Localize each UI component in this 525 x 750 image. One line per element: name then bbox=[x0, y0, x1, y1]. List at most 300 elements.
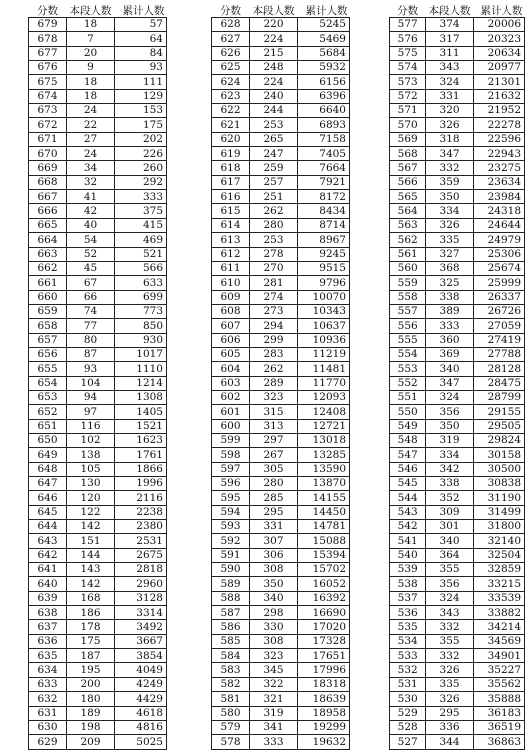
table-row bbox=[390, 591, 525, 605]
table-row bbox=[390, 333, 525, 347]
segment-count-cell: 116 bbox=[67, 419, 115, 433]
score-table-middle bbox=[211, 5, 350, 750]
table-row bbox=[212, 520, 350, 534]
segment-count-cell: 313 bbox=[250, 419, 298, 433]
segment-count-cell: 180 bbox=[67, 692, 115, 706]
score-cell: 562 bbox=[390, 233, 426, 247]
cumulative-count-cell: 34569 bbox=[473, 634, 524, 648]
table-row bbox=[390, 46, 525, 60]
table-row bbox=[390, 606, 525, 620]
score-cell: 657 bbox=[29, 333, 67, 347]
segment-count-cell: 34 bbox=[67, 161, 115, 175]
cumulative-count-cell: 1996 bbox=[115, 477, 167, 491]
table-row bbox=[390, 505, 525, 519]
segment-count-cell: 142 bbox=[67, 520, 115, 534]
segment-count-cell: 330 bbox=[250, 620, 298, 634]
table-row bbox=[29, 505, 167, 519]
cumulative-count-cell: 175 bbox=[115, 118, 167, 132]
score-cell: 558 bbox=[390, 290, 426, 304]
table-row bbox=[29, 433, 167, 447]
table-row bbox=[212, 204, 350, 218]
score-cell: 646 bbox=[29, 491, 67, 505]
cumulative-count-cell: 13590 bbox=[298, 462, 350, 476]
score-cell: 629 bbox=[29, 735, 67, 749]
score-cell: 615 bbox=[212, 204, 250, 218]
table-row bbox=[29, 46, 167, 60]
cumulative-count-cell: 25999 bbox=[473, 276, 524, 290]
segment-count-cell: 278 bbox=[250, 247, 298, 261]
cumulative-count-cell: 12093 bbox=[298, 390, 350, 404]
score-cell: 601 bbox=[212, 405, 250, 419]
table-row bbox=[212, 706, 350, 720]
cumulative-count-cell: 8714 bbox=[298, 218, 350, 232]
table-row bbox=[212, 161, 350, 175]
cumulative-count-cell: 20323 bbox=[473, 32, 524, 46]
segment-count-cell: 344 bbox=[426, 735, 473, 749]
score-cell: 612 bbox=[212, 247, 250, 261]
score-cell: 606 bbox=[212, 333, 250, 347]
table-row bbox=[29, 649, 167, 663]
cumulative-count-cell: 8434 bbox=[298, 204, 350, 218]
cumulative-count-cell: 2960 bbox=[115, 577, 167, 591]
cumulative-count-cell: 2238 bbox=[115, 505, 167, 519]
score-cell: 563 bbox=[390, 218, 426, 232]
score-cell: 577 bbox=[390, 18, 426, 32]
segment-count-cell: 200 bbox=[67, 677, 115, 691]
table-row bbox=[390, 634, 525, 648]
cumulative-count-cell: 930 bbox=[115, 333, 167, 347]
cumulative-count-cell: 57 bbox=[115, 18, 167, 32]
segment-count-cell: 189 bbox=[67, 706, 115, 720]
cumulative-count-cell: 22278 bbox=[473, 118, 524, 132]
segment-count-cell: 352 bbox=[426, 491, 473, 505]
score-table-left bbox=[28, 5, 167, 750]
cumulative-count-cell: 2380 bbox=[115, 520, 167, 534]
table-row bbox=[390, 347, 525, 361]
cumulative-count-cell: 32504 bbox=[473, 548, 524, 562]
score-cell: 628 bbox=[212, 18, 250, 32]
score-cell: 639 bbox=[29, 591, 67, 605]
table-row bbox=[29, 720, 167, 734]
score-cell: 529 bbox=[390, 706, 426, 720]
segment-count-cell: 326 bbox=[426, 218, 473, 232]
segment-count-cell: 257 bbox=[250, 175, 298, 189]
cumulative-count-cell: 5245 bbox=[298, 18, 350, 32]
segment-count-cell: 332 bbox=[426, 161, 473, 175]
segment-count-cell: 248 bbox=[250, 61, 298, 75]
table-row bbox=[29, 147, 167, 161]
cumulative-count-cell: 36183 bbox=[473, 706, 524, 720]
cumulative-count-cell: 12721 bbox=[298, 419, 350, 433]
cumulative-count-cell: 34214 bbox=[473, 620, 524, 634]
cumulative-count-cell: 20634 bbox=[473, 46, 524, 60]
score-cell: 634 bbox=[29, 663, 67, 677]
score-cell: 604 bbox=[212, 362, 250, 376]
score-cell: 609 bbox=[212, 290, 250, 304]
cumulative-count-cell: 24318 bbox=[473, 204, 524, 218]
header-segment-count: 本段人数 bbox=[252, 4, 295, 17]
segment-count-cell: 324 bbox=[426, 390, 473, 404]
segment-count-cell: 253 bbox=[250, 118, 298, 132]
segment-count-cell: 295 bbox=[250, 505, 298, 519]
segment-count-cell: 325 bbox=[426, 276, 473, 290]
cumulative-count-cell: 292 bbox=[115, 175, 167, 189]
segment-count-cell: 262 bbox=[250, 362, 298, 376]
table-row bbox=[212, 304, 350, 318]
segment-count-cell: 319 bbox=[250, 706, 298, 720]
segment-count-cell: 247 bbox=[250, 147, 298, 161]
cumulative-count-cell: 333 bbox=[115, 190, 167, 204]
score-cell: 661 bbox=[29, 276, 67, 290]
table-row bbox=[390, 261, 525, 275]
table-row bbox=[212, 462, 350, 476]
score-cell: 618 bbox=[212, 161, 250, 175]
score-cell: 635 bbox=[29, 649, 67, 663]
score-cell: 531 bbox=[390, 677, 426, 691]
score-cell: 599 bbox=[212, 433, 250, 447]
table-row bbox=[29, 61, 167, 75]
segment-count-cell: 130 bbox=[67, 477, 115, 491]
segment-count-cell: 355 bbox=[426, 634, 473, 648]
table-row bbox=[212, 75, 350, 89]
table-row bbox=[390, 247, 525, 261]
table-row bbox=[212, 491, 350, 505]
table-row bbox=[390, 190, 525, 204]
score-cell: 527 bbox=[390, 735, 426, 749]
header-cumulative-count: 累计人数 bbox=[480, 4, 523, 17]
cumulative-count-cell: 36863 bbox=[473, 735, 524, 749]
table-row bbox=[212, 61, 350, 75]
table-row bbox=[29, 477, 167, 491]
score-cell: 544 bbox=[390, 491, 426, 505]
score-cell: 590 bbox=[212, 563, 250, 577]
table-row bbox=[390, 218, 525, 232]
table-row bbox=[212, 591, 350, 605]
segment-count-cell: 244 bbox=[250, 104, 298, 118]
segment-count-cell: 224 bbox=[250, 32, 298, 46]
score-cell: 656 bbox=[29, 347, 67, 361]
table-row bbox=[212, 448, 350, 462]
cumulative-count-cell: 34901 bbox=[473, 649, 524, 663]
cumulative-count-cell: 111 bbox=[115, 75, 167, 89]
cumulative-count-cell: 17020 bbox=[298, 620, 350, 634]
header-cumulative-count: 累计人数 bbox=[305, 4, 348, 17]
score-cell: 528 bbox=[390, 720, 426, 734]
table-row bbox=[390, 419, 525, 433]
cumulative-count-cell: 20006 bbox=[473, 18, 524, 32]
cumulative-count-cell: 84 bbox=[115, 46, 167, 60]
segment-count-cell: 104 bbox=[67, 376, 115, 390]
score-cell: 542 bbox=[390, 520, 426, 534]
table-row bbox=[212, 46, 350, 60]
cumulative-count-cell: 21632 bbox=[473, 89, 524, 103]
score-cell: 607 bbox=[212, 319, 250, 333]
table-row bbox=[390, 477, 525, 491]
segment-count-cell: 364 bbox=[426, 548, 473, 562]
table-row bbox=[212, 247, 350, 261]
score-cell: 638 bbox=[29, 606, 67, 620]
segment-count-cell: 18 bbox=[67, 89, 115, 103]
segment-count-cell: 97 bbox=[67, 405, 115, 419]
table-row bbox=[29, 347, 167, 361]
cumulative-count-cell: 93 bbox=[115, 61, 167, 75]
table-row bbox=[390, 735, 525, 749]
score-cell: 555 bbox=[390, 333, 426, 347]
segment-count-cell: 80 bbox=[67, 333, 115, 347]
score-cell: 675 bbox=[29, 75, 67, 89]
cumulative-count-cell: 4816 bbox=[115, 720, 167, 734]
table-row bbox=[212, 319, 350, 333]
cumulative-count-cell: 15702 bbox=[298, 563, 350, 577]
cumulative-count-cell: 32140 bbox=[473, 534, 524, 548]
score-cell: 593 bbox=[212, 520, 250, 534]
score-cell: 659 bbox=[29, 304, 67, 318]
table-row bbox=[390, 61, 525, 75]
score-cell: 644 bbox=[29, 520, 67, 534]
score-cell: 598 bbox=[212, 448, 250, 462]
score-cell: 579 bbox=[212, 720, 250, 734]
table-row bbox=[212, 563, 350, 577]
score-cell: 670 bbox=[29, 147, 67, 161]
score-cell: 636 bbox=[29, 634, 67, 648]
segment-count-cell: 105 bbox=[67, 462, 115, 476]
table-row bbox=[390, 448, 525, 462]
cumulative-count-cell: 35562 bbox=[473, 677, 524, 691]
score-cell: 597 bbox=[212, 462, 250, 476]
segment-count-cell: 94 bbox=[67, 390, 115, 404]
segment-count-cell: 315 bbox=[250, 405, 298, 419]
table-row bbox=[390, 563, 525, 577]
cumulative-count-cell: 21952 bbox=[473, 104, 524, 118]
cumulative-count-cell: 15394 bbox=[298, 548, 350, 562]
score-cell: 611 bbox=[212, 261, 250, 275]
table-row bbox=[390, 32, 525, 46]
table-row bbox=[212, 18, 350, 32]
score-cell: 662 bbox=[29, 261, 67, 275]
segment-count-cell: 144 bbox=[67, 548, 115, 562]
table-row bbox=[29, 32, 167, 46]
score-cell: 547 bbox=[390, 448, 426, 462]
cumulative-count-cell: 23275 bbox=[473, 161, 524, 175]
segment-count-cell: 341 bbox=[250, 720, 298, 734]
score-cell: 647 bbox=[29, 477, 67, 491]
segment-count-cell: 318 bbox=[426, 132, 473, 146]
cumulative-count-cell: 9515 bbox=[298, 261, 350, 275]
table-row bbox=[29, 634, 167, 648]
table-row bbox=[212, 175, 350, 189]
score-cell: 567 bbox=[390, 161, 426, 175]
segment-count-cell: 309 bbox=[426, 505, 473, 519]
score-cell: 658 bbox=[29, 319, 67, 333]
table-row bbox=[29, 319, 167, 333]
cumulative-count-cell: 4249 bbox=[115, 677, 167, 691]
cumulative-count-cell: 3492 bbox=[115, 620, 167, 634]
cumulative-count-cell: 19632 bbox=[298, 735, 350, 749]
cumulative-count-cell: 9245 bbox=[298, 247, 350, 261]
segment-count-cell: 122 bbox=[67, 505, 115, 519]
cumulative-count-cell: 30158 bbox=[473, 448, 524, 462]
segment-count-cell: 356 bbox=[426, 577, 473, 591]
cumulative-count-cell: 22596 bbox=[473, 132, 524, 146]
segment-count-cell: 332 bbox=[426, 649, 473, 663]
cumulative-count-cell: 5025 bbox=[115, 735, 167, 749]
segment-count-cell: 343 bbox=[426, 606, 473, 620]
score-cell: 633 bbox=[29, 677, 67, 691]
header-score: 分数 bbox=[220, 4, 241, 17]
cumulative-count-cell: 3854 bbox=[115, 649, 167, 663]
table-row bbox=[29, 534, 167, 548]
segment-count-cell: 220 bbox=[250, 18, 298, 32]
score-cell: 666 bbox=[29, 204, 67, 218]
segment-count-cell: 343 bbox=[426, 61, 473, 75]
table-row bbox=[29, 233, 167, 247]
segment-count-cell: 273 bbox=[250, 304, 298, 318]
score-cell: 621 bbox=[212, 118, 250, 132]
segment-count-cell: 323 bbox=[250, 390, 298, 404]
table-row bbox=[212, 333, 350, 347]
table-row bbox=[390, 132, 525, 146]
segment-count-cell: 66 bbox=[67, 290, 115, 304]
cumulative-count-cell: 18958 bbox=[298, 706, 350, 720]
cumulative-count-cell: 2116 bbox=[115, 491, 167, 505]
segment-count-cell: 24 bbox=[67, 104, 115, 118]
score-cell: 653 bbox=[29, 390, 67, 404]
table-row bbox=[29, 520, 167, 534]
cumulative-count-cell: 633 bbox=[115, 276, 167, 290]
segment-count-cell: 297 bbox=[250, 433, 298, 447]
segment-count-cell: 340 bbox=[426, 534, 473, 548]
table-row bbox=[29, 735, 167, 749]
score-cell: 664 bbox=[29, 233, 67, 247]
table-row bbox=[390, 405, 525, 419]
table-row bbox=[390, 304, 525, 318]
segment-count-cell: 322 bbox=[250, 677, 298, 691]
segment-count-cell: 342 bbox=[426, 462, 473, 476]
score-cell: 585 bbox=[212, 634, 250, 648]
table-row bbox=[29, 591, 167, 605]
score-cell: 533 bbox=[390, 649, 426, 663]
score-cell: 553 bbox=[390, 362, 426, 376]
table-row bbox=[29, 462, 167, 476]
cumulative-count-cell: 1308 bbox=[115, 390, 167, 404]
segment-count-cell: 209 bbox=[67, 735, 115, 749]
cumulative-count-cell: 17651 bbox=[298, 649, 350, 663]
table-row bbox=[212, 692, 350, 706]
score-cell: 623 bbox=[212, 89, 250, 103]
segment-count-cell: 327 bbox=[426, 247, 473, 261]
score-cell: 620 bbox=[212, 132, 250, 146]
cumulative-count-cell: 27788 bbox=[473, 347, 524, 361]
score-cell: 652 bbox=[29, 405, 67, 419]
table-row bbox=[212, 89, 350, 103]
score-cell: 586 bbox=[212, 620, 250, 634]
score-cell: 575 bbox=[390, 46, 426, 60]
score-cell: 574 bbox=[390, 61, 426, 75]
segment-count-cell: 345 bbox=[250, 663, 298, 677]
cumulative-count-cell: 29824 bbox=[473, 433, 524, 447]
table-row bbox=[29, 204, 167, 218]
cumulative-count-cell: 13018 bbox=[298, 433, 350, 447]
segment-count-cell: 178 bbox=[67, 620, 115, 634]
cumulative-count-cell: 1623 bbox=[115, 433, 167, 447]
table-row bbox=[212, 405, 350, 419]
score-cell: 566 bbox=[390, 175, 426, 189]
table-row bbox=[212, 104, 350, 118]
score-cell: 587 bbox=[212, 606, 250, 620]
cumulative-count-cell: 31190 bbox=[473, 491, 524, 505]
segment-count-cell: 285 bbox=[250, 491, 298, 505]
score-cell: 660 bbox=[29, 290, 67, 304]
table-row bbox=[390, 491, 525, 505]
segment-count-cell: 326 bbox=[426, 118, 473, 132]
score-cell: 674 bbox=[29, 89, 67, 103]
cumulative-count-cell: 22943 bbox=[473, 147, 524, 161]
cumulative-count-cell: 8967 bbox=[298, 233, 350, 247]
segment-count-cell: 18 bbox=[67, 18, 115, 32]
score-cell: 610 bbox=[212, 276, 250, 290]
table-row bbox=[29, 448, 167, 462]
segment-count-cell: 347 bbox=[426, 376, 473, 390]
header-segment-count: 本段人数 bbox=[69, 4, 112, 17]
table-row bbox=[29, 247, 167, 261]
cumulative-count-cell: 29505 bbox=[473, 419, 524, 433]
table-row bbox=[29, 677, 167, 691]
segment-count-cell: 356 bbox=[426, 405, 473, 419]
header-score: 分数 bbox=[37, 4, 58, 17]
cumulative-count-cell: 28799 bbox=[473, 390, 524, 404]
cumulative-count-cell: 10637 bbox=[298, 319, 350, 333]
segment-count-cell: 259 bbox=[250, 161, 298, 175]
score-cell: 642 bbox=[29, 548, 67, 562]
score-cell: 534 bbox=[390, 634, 426, 648]
score-cell: 676 bbox=[29, 61, 67, 75]
segment-count-cell: 335 bbox=[426, 233, 473, 247]
segment-count-cell: 195 bbox=[67, 663, 115, 677]
score-cell: 622 bbox=[212, 104, 250, 118]
segment-count-cell: 120 bbox=[67, 491, 115, 505]
score-cell: 671 bbox=[29, 132, 67, 146]
table-row bbox=[212, 577, 350, 591]
segment-count-cell: 138 bbox=[67, 448, 115, 462]
segment-count-cell: 93 bbox=[67, 362, 115, 376]
cumulative-count-cell: 15088 bbox=[298, 534, 350, 548]
segment-count-cell: 338 bbox=[426, 290, 473, 304]
table-row bbox=[29, 390, 167, 404]
table-row bbox=[390, 175, 525, 189]
cumulative-count-cell: 24979 bbox=[473, 233, 524, 247]
cumulative-count-cell: 850 bbox=[115, 319, 167, 333]
score-cell: 637 bbox=[29, 620, 67, 634]
cumulative-count-cell: 2675 bbox=[115, 548, 167, 562]
segment-count-cell: 301 bbox=[426, 520, 473, 534]
cumulative-count-cell: 4429 bbox=[115, 692, 167, 706]
segment-count-cell: 224 bbox=[250, 75, 298, 89]
score-cell: 673 bbox=[29, 104, 67, 118]
table-row bbox=[29, 261, 167, 275]
table-row bbox=[390, 433, 525, 447]
score-cell: 578 bbox=[212, 735, 250, 749]
table-row bbox=[212, 534, 350, 548]
cumulative-count-cell: 14781 bbox=[298, 520, 350, 534]
score-cell: 540 bbox=[390, 548, 426, 562]
cumulative-count-cell: 5932 bbox=[298, 61, 350, 75]
score-cell: 570 bbox=[390, 118, 426, 132]
cumulative-count-cell: 11219 bbox=[298, 347, 350, 361]
segment-count-cell: 187 bbox=[67, 649, 115, 663]
score-cell: 536 bbox=[390, 606, 426, 620]
score-cell: 616 bbox=[212, 190, 250, 204]
segment-count-cell: 283 bbox=[250, 347, 298, 361]
